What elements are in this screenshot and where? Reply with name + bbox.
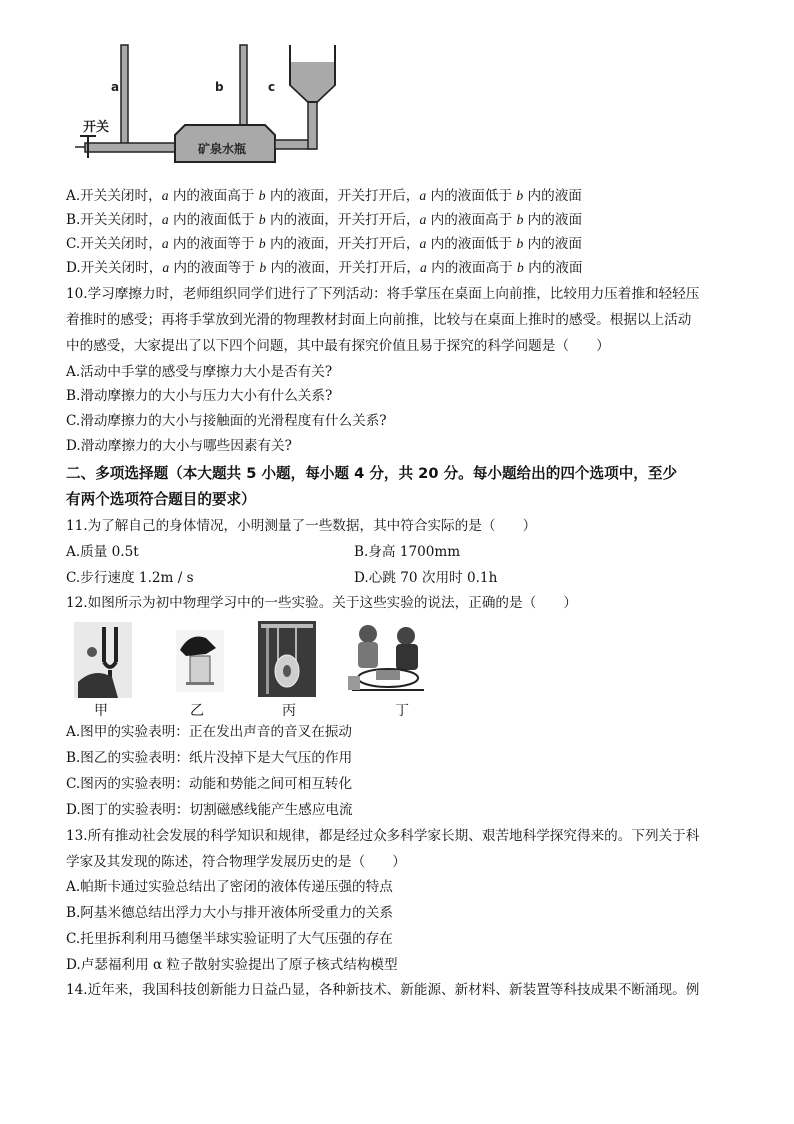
q12-option-a: A.图甲的实验表明：正在发出声音的音叉在振动 bbox=[66, 724, 353, 740]
q11-option-a: A.质量 0.5t bbox=[66, 544, 139, 560]
image-yi-paper-cup bbox=[176, 630, 224, 692]
q10-option-d: D.滑动摩擦力的大小与哪些因素有关? bbox=[66, 438, 292, 454]
q10-option-c: C.滑动摩擦力的大小与接触面的光滑程度有什么关系? bbox=[66, 413, 387, 429]
caption-yi: 乙 bbox=[190, 703, 204, 719]
q12-option-b: B.图乙的实验表明：纸片没掉下是大气压的作用 bbox=[66, 750, 353, 766]
q11-option-d: D.心跳 70 次用时 0.1h bbox=[354, 570, 498, 586]
caption-jia: 甲 bbox=[94, 703, 108, 719]
label-b: b bbox=[215, 80, 224, 94]
q13-option-a: A.帕斯卡通过实验总结出了密闭的液体传递压强的特点 bbox=[66, 879, 393, 895]
tube-a bbox=[121, 45, 128, 145]
switch-label: 开关 bbox=[83, 120, 110, 135]
pipe-left bbox=[85, 143, 180, 152]
section-2-title-cont: 有两个选项符合题目的要求） bbox=[66, 491, 256, 508]
q11-stem: 11.为了解自己的身体情况，小明测量了一些数据，其中符合实际的是（ ） bbox=[66, 518, 537, 534]
image-bing-maxwell-wheel bbox=[258, 621, 316, 697]
q12-option-c: C.图丙的实验表明：动能和势能之间可相互转化 bbox=[66, 776, 353, 792]
q9-option-d: D.开关关闭时，a 内的液面等于 b 内的液面，开关打开后，a 内的液面高于 b 内的液面 bbox=[66, 260, 583, 276]
pipe-up bbox=[308, 102, 317, 149]
q11-row-1 bbox=[66, 542, 461, 562]
q10-option-b: B.滑动摩擦力的大小与压力大小有什么关系? bbox=[66, 388, 333, 404]
image-ding-experiment bbox=[346, 620, 430, 698]
q11-row-2 bbox=[66, 568, 498, 588]
q10-stem-1: 10.学习摩擦力时，老师组织同学们进行了下列活动：将手掌压在桌面上向前推，比较用力压着推和轻轻压 bbox=[66, 286, 700, 302]
q12-option-d: D.图丁的实验表明：切割磁感线能产生感应电流 bbox=[66, 802, 353, 818]
image-jia-tuning-fork bbox=[74, 622, 132, 698]
q13-stem-1: 13.所有推动社会发展的科学知识和规律，都是经过众多科学家长期、艰苦地科学探究得来的。下列关于科 bbox=[66, 828, 700, 844]
q13-stem-2: 学家及其发现的陈述，符合物理学发展历史的是（ ） bbox=[66, 854, 406, 870]
q9-option-b: B.开关关闭时，a 内的液面低于 b 内的液面，开关打开后，a 内的液面高于 b 内的液面 bbox=[66, 212, 583, 228]
q11-option-c: C.步行速度 1.2m / s bbox=[66, 570, 194, 586]
tube-b bbox=[240, 45, 247, 130]
q13-option-b: B.阿基米德总结出浮力大小与排开液体所受重力的关系 bbox=[66, 905, 393, 921]
caption-bing: 丙 bbox=[282, 703, 296, 719]
q11-option-b: B.身高 1700mm bbox=[354, 544, 461, 560]
q10-stem-3: 中的感受，大家提出了以下四个问题，其中最有探究价值且易于探究的科学问题是（ ） bbox=[66, 338, 610, 354]
q10-option-a: A.活动中手掌的感受与摩擦力大小是否有关? bbox=[66, 364, 333, 380]
q10-stem-2: 着推时的感受；再将手掌放到光滑的物理教材封面上向前推，比较与在桌面上推时的感受。根据以上活动 bbox=[66, 312, 692, 328]
label-a: a bbox=[111, 80, 120, 94]
q9-option-c: C.开关关闭时，a 内的液面等于 b 内的液面，开关打开后，a 内的液面低于 b 内的液面 bbox=[66, 236, 582, 252]
q14-stem: 14.近年来，我国科技创新能力日益凸显，各种新技术、新能源、新材料、新装置等科技成果不断涌现。例 bbox=[66, 982, 700, 998]
bottle-label: 矿泉水瓶 bbox=[198, 142, 247, 156]
label-c: c bbox=[268, 80, 276, 94]
section-2-title: 二、多项选择题（本大题共 5 小题，每小题 4 分，共 20 分。每小题给出的四个选项中，至少 bbox=[66, 465, 678, 482]
q13-option-d: D.卢瑟福利用 α 粒子散射实验提出了原子核式结构模型 bbox=[66, 957, 398, 973]
q12-stem: 12.如图所示为初中物理学习中的一些实验。关于这些实验的说法，正确的是（ ） bbox=[66, 595, 577, 611]
caption-ding: 丁 bbox=[395, 703, 409, 719]
q9-option-a: A.开关关闭时，a 内的液面高于 b 内的液面，开关打开后，a 内的液面低于 b 内的液面 bbox=[66, 188, 582, 204]
q13-option-c: C.托里拆利利用马德堡半球实验证明了大气压强的存在 bbox=[66, 931, 393, 947]
